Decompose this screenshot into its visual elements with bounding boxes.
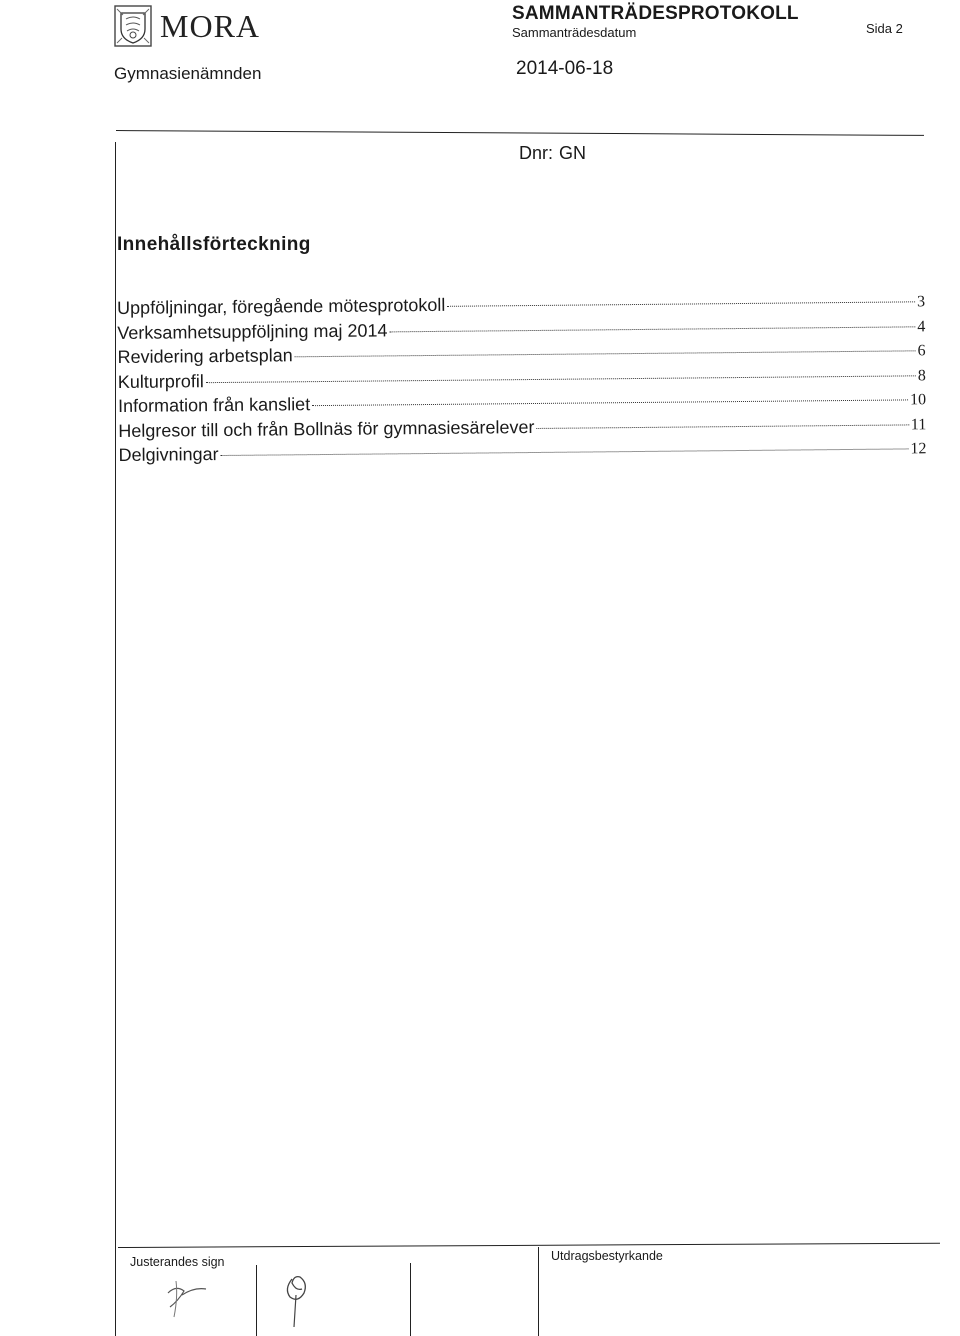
organization-name: Gymnasienämnden [114,64,262,83]
table-of-contents [117,288,927,467]
dnr-label: Dnr: [519,143,554,163]
toc-entry-title: Delgivningar [118,444,219,465]
signature-divider [538,1247,539,1336]
signature-box-top-rule [118,1243,940,1248]
toc-entry-page: 8 [917,366,926,384]
toc-entry-title: Helgresor till och från Bollnäs för gymnasiesärelever [118,416,535,441]
document-type-title: SAMMANTRÄDESPROTOKOLL [512,3,799,24]
toc-dot-leader [221,448,909,456]
toc-entry-page: 3 [917,293,926,311]
toc-entry-page: 4 [917,317,926,335]
signature-box [118,1243,940,1336]
page-number-label: Sida 2 [866,21,903,36]
toc-dot-leader [295,350,916,357]
toc-dot-leader [206,375,916,383]
frame-left-rule [115,142,116,1336]
toc-entry-page: 12 [910,440,927,458]
handwritten-initials-mark [278,1265,318,1331]
meeting-date-label: Sammanträdesdatum [512,25,637,40]
handwritten-initials-mark [148,1271,228,1321]
toc-entry-page: 10 [909,391,927,409]
signature-divider [256,1265,257,1336]
toc-entry-page: 11 [910,415,927,433]
toc-entry-page: 6 [917,342,926,360]
frame-top-rule [116,130,924,136]
toc-heading: Innehållsförteckning [117,234,311,255]
meeting-date-value: 2014-06-18 [516,58,614,79]
toc-dot-leader [390,326,916,332]
utdragsbestyrkande-label: Utdragsbestyrkande [551,1249,663,1263]
toc-entry-title: Information från kansliet [117,394,311,416]
signature-divider [410,1263,411,1336]
logo-wordmark: MORA [160,8,261,44]
toc-entry-title: Revidering arbetsplan [117,345,293,367]
toc-entry-title: Uppföljningar, föregående mötesprotokoll [117,294,446,318]
toc-dot-leader [536,424,908,429]
justerandes-sign-label: Justerandes sign [130,1255,225,1269]
toc-entry-title: Kulturprofil [117,370,204,392]
dnr-value: GN [559,143,587,163]
registration-number [519,142,586,164]
mora-coat-of-arms-icon [114,5,152,47]
toc-dot-leader [447,301,915,306]
toc-dot-leader [312,399,908,406]
toc-entry-title: Verksamhetsuppföljning maj 2014 [117,319,388,343]
